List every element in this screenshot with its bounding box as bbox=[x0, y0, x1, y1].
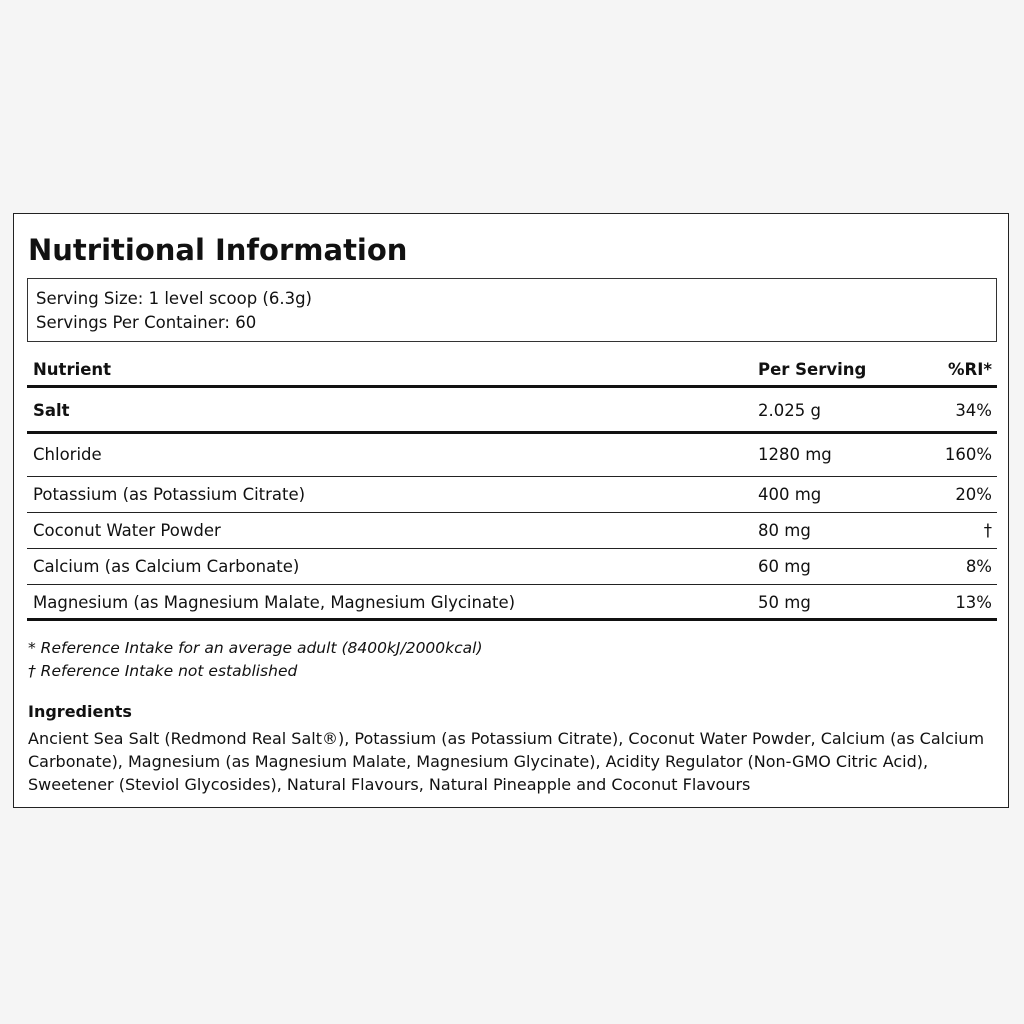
table-row bbox=[27, 549, 997, 585]
table-row-salt bbox=[27, 388, 997, 434]
ingredients-heading: Ingredients bbox=[28, 702, 132, 721]
header-ri: %RI* bbox=[947, 360, 992, 379]
serving-size: Serving Size: 1 level scoop (6.3g) bbox=[36, 289, 312, 308]
per-serving-value: 50 mg bbox=[758, 593, 811, 612]
nutrient-name: Calcium (as Calcium Carbonate) bbox=[33, 557, 300, 576]
nutrient-name: Chloride bbox=[33, 445, 102, 464]
per-serving-value: 2.025 g bbox=[758, 401, 821, 420]
footnote-reference-intake: * Reference Intake for an average adult (8400kJ/2000kcal) bbox=[28, 639, 483, 657]
header-per-serving: Per Serving bbox=[758, 360, 867, 379]
footnote-not-established: † Reference Intake not established bbox=[28, 662, 298, 680]
nutrient-name: Potassium (as Potassium Citrate) bbox=[33, 485, 306, 504]
footnotes bbox=[28, 637, 483, 683]
per-serving-value: 60 mg bbox=[758, 557, 811, 576]
panel-title: Nutritional Information bbox=[28, 233, 408, 267]
table-header-row bbox=[27, 353, 997, 388]
nutrition-panel bbox=[13, 213, 1009, 808]
serving-info-box bbox=[27, 278, 997, 342]
nutrient-name: Magnesium (as Magnesium Malate, Magnesium Glycinate) bbox=[33, 593, 516, 612]
ri-value: 160% bbox=[944, 445, 992, 464]
servings-per-container: Servings Per Container: 60 bbox=[36, 313, 257, 332]
nutrient-name: Coconut Water Powder bbox=[33, 521, 221, 540]
table-row bbox=[27, 434, 997, 477]
ri-value: † bbox=[983, 521, 992, 540]
table-row bbox=[27, 477, 997, 513]
per-serving-value: 80 mg bbox=[758, 521, 811, 540]
ri-value: 20% bbox=[955, 485, 992, 504]
ri-value: 8% bbox=[965, 557, 992, 576]
ingredients-text: Ancient Sea Salt (Redmond Real Salt®), Potassium (as Potassium Citrate), Coconut Water Powder, Calcium (as Calcium Carbonate), Magnesium (as Magnesium Malate, Magnesium Glycinate), Acidity Regulator (Non-GMO Citric Acid), Sweetener (Steviol Glycosides), Natural Flavours, Natural Pineapple and Coconut Flavours bbox=[28, 729, 985, 794]
nutrient-name: Salt bbox=[33, 401, 70, 420]
table-row bbox=[27, 585, 997, 621]
nutrition-table bbox=[27, 353, 997, 621]
per-serving-value: 400 mg bbox=[758, 485, 822, 504]
header-nutrient: Nutrient bbox=[33, 360, 112, 379]
ri-value: 34% bbox=[955, 401, 992, 420]
per-serving-value: 1280 mg bbox=[758, 445, 832, 464]
table-row bbox=[27, 513, 997, 549]
ri-value: 13% bbox=[955, 593, 992, 612]
